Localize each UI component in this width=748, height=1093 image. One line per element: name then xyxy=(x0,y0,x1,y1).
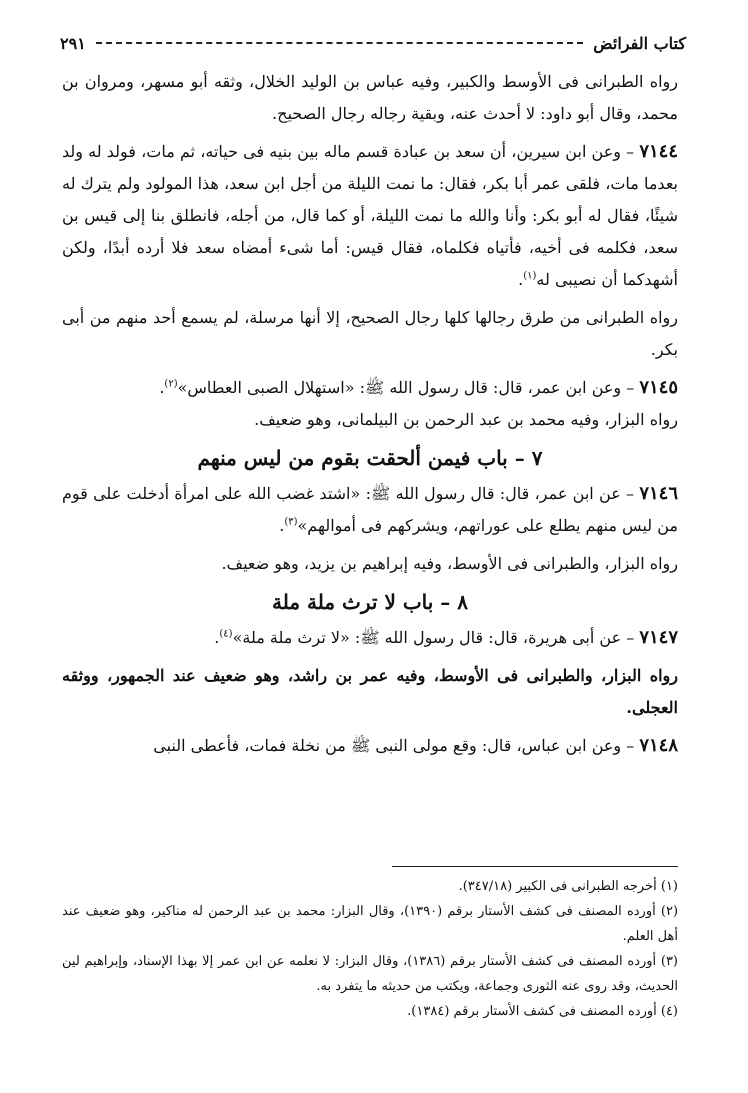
header-dash-rule xyxy=(96,42,584,44)
paragraph-narration: رواه الطبرانى فى الأوسط والكبير، وفيه عباس بن الوليد الخلال، وثقه أبو مسهر، ومروان بن محمد، وقال أبو داود: لا أحدث عنه، وبقية رجاله رجال الصحيح. xyxy=(62,72,678,123)
hadith-text: – عن ابن عمر، قال: قال رسول الله ﷺ: «اشتد غضب الله على امرأة أدخلت على قوم من ليس منهم يطلع على عوراتهم، ويشركهم فى أموالهم» xyxy=(62,484,678,535)
hadith-number: ٧١٤٤ xyxy=(639,141,678,162)
paragraph-narration: رواه الطبرانى من طرق رجالها كلها رجال الصحيح، إلا أنها مرسلة، لم يسمع أحد منهم من أبى بكر. xyxy=(62,308,678,359)
hadith-number: ٧١٤٦ xyxy=(639,483,678,504)
chapter-heading-7: ٧ – باب فيمن ألحقت بقوم من ليس منهم xyxy=(197,446,543,470)
paragraph-narration: رواه البزار، والطبرانى فى الأوسط، وفيه عمر بن راشد، وهو ضعيف عند الجمهور، ووثقه العجلى. xyxy=(62,666,678,717)
footnote-separator xyxy=(392,866,678,867)
hadith-text: – وعن ابن عباس، قال: وقع مولى النبى ﷺ من نخلة فمات، فأعطى النبى xyxy=(153,736,635,755)
paragraph-narration: رواه البزار، والطبرانى فى الأوسط، وفيه إبراهيم بن يزيد، وهو ضعيف. xyxy=(221,554,678,573)
hadith-7145: ٧١٤٥ – وعن ابن عمر، قال: قال رسول الله ﷺ: «استهلال الصبى العطاس»$^{(٢)}$. xyxy=(159,377,678,398)
footnote-4: (٤) أورده المصنف فى كشف الأستار برقم (١٣٨٤). xyxy=(407,1004,678,1019)
hadith-text: – وعن ابن عمر، قال: قال رسول الله ﷺ: «استهلال الصبى العطاس» xyxy=(177,378,635,397)
footnote-ref[interactable]: (١) xyxy=(523,270,537,282)
footnote-ref[interactable]: (٣) xyxy=(284,516,298,528)
page-header xyxy=(60,30,686,56)
hadith-7147: ٧١٤٧ – عن أبى هريرة، قال: قال رسول الله ﷺ: «لا ترث ملة ملة»$^{(٤)}$. xyxy=(214,627,678,648)
footnote-3: (٣) أورده المصنف فى كشف الأستار برقم (١٣٨٦)، وقال البزار: لا نعلمه عن ابن عمر إلا بهذا الإسناد، وإبراهيم لين الحديث، وقد روى عنه الثورى وجماعة، ويكتب من حديثه ما يتفرد به. xyxy=(62,954,678,994)
main-text xyxy=(62,66,678,762)
hadith-number: ٧١٤٨ xyxy=(639,735,678,756)
hadith-7148 xyxy=(62,730,678,762)
chapter-heading-8: ٨ – باب لا ترث ملة ملة xyxy=(272,590,468,614)
footnote-2: (٢) أورده المصنف فى كشف الأستار برقم (١٣٩٠)، وقال البزار: محمد بن عبد الرحمن له مناكير، وهو ضعيف عند أهل العلم. xyxy=(62,904,679,944)
hadith-7144: ٧١٤٤ – وعن ابن سيرين، أن سعد بن عبادة قسم ماله بين بنيه فى حياته، ثم مات، فولد له ولد بعدما مات، فلقى عمر أبا بكر، فقال: ما نمت الليلة من أجل ابن سعد، هذا المولود ولم يترك له شيئًا، فقال له أبو بكر: وأنا والله ما نمت الليلة، أو كما قال، من أجله، فانطلق بنا إلى قيس بن سعد، فكلمه فى أخيه، فأتياه فكلماه، فقال قيس: أما شىء أمضاه سعد فلا أرده أبدًا، ولكن أشهدكما أن نصيبى له$^{(١)}$. xyxy=(62,141,679,289)
hadith-text: – عن أبى هريرة، قال: قال رسول الله ﷺ: «لا ترث ملة ملة» xyxy=(232,628,635,647)
paragraph-narration: رواه البزار، وفيه محمد بن عبد الرحمن بن البيلمانى، وهو ضعيف. xyxy=(254,410,678,429)
footnote-ref[interactable]: (٢) xyxy=(164,378,178,390)
footnote-ref[interactable]: (٤) xyxy=(219,628,233,640)
page-number: ٢٩١ xyxy=(60,33,86,53)
footnote-1: (١) أخرجه الطبرانى فى الكبير (٣٤٧/١٨). xyxy=(458,879,678,894)
book-title: كتاب الفرائض xyxy=(593,33,686,53)
hadith-text: – وعن ابن سيرين، أن سعد بن عبادة قسم ماله بين بنيه فى حياته، ثم مات، فولد له ولد بعدما مات، فلقى عمر أبا بكر، فقال: ما نمت الليلة من أجل ابن سعد، هذا المولود ولم يترك له شيئًا، فقال له أبو بكر: وأنا والله ما نمت الليلة، أو كما قال، من أجله، فانطلق بنا إلى قيس بن سعد، فكلمه فى أخيه، فأتياه فكلماه، فقال قيس: أما شىء أمضاه سعد فلا أرده أبدًا، ولكن أشهدكما أن نصيبى له xyxy=(62,142,679,289)
hadith-number: ٧١٤٧ xyxy=(639,627,678,648)
hadith-number: ٧١٤٥ xyxy=(639,377,678,398)
hadith-7146: ٧١٤٦ – عن ابن عمر، قال: قال رسول الله ﷺ: «اشتد غضب الله على امرأة أدخلت على قوم من ليس منهم يطلع على عوراتهم، ويشركهم فى أموالهم»$^{(٣)}$. xyxy=(62,483,678,535)
